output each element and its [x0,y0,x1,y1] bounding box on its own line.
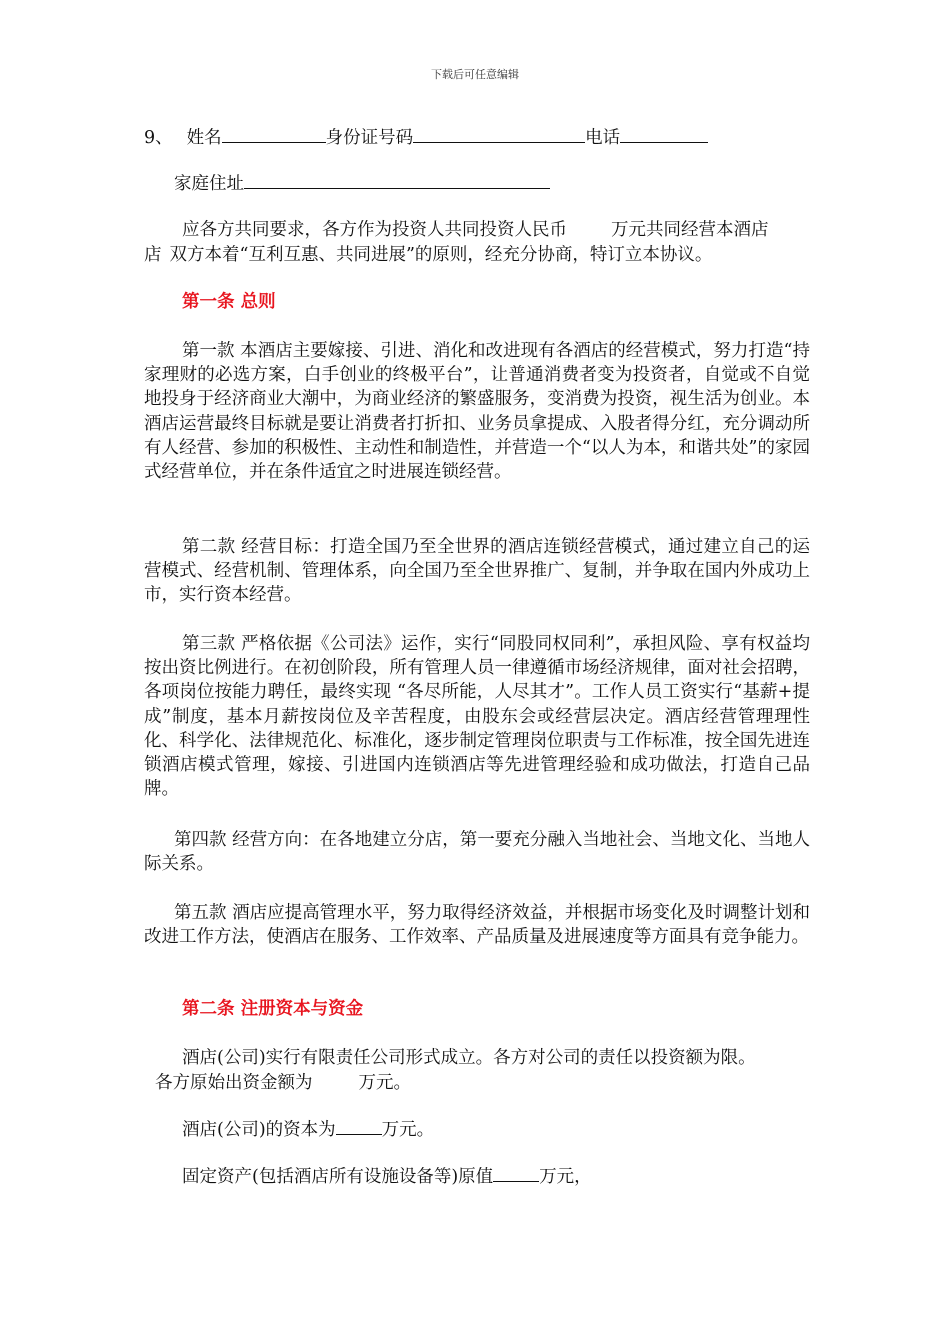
phone-blank [620,126,708,143]
article-2-p2 [182,1118,434,1142]
clause-3: 第三款 严格依据《公司法》运作，实行“同股同权同利”，承担风险、享有权益均按出资比例进行。在初创阶段，所有管理人员一律遵循市场经济规律，面对社会招聘，各项岗位按能力聘任，最终实现 “各尽所能，人尽其才”。工作人员工资实行“基薪+提成”制度，基本月薪按岗位及辛苦程度，由股东会或经营层决定。酒店经营管理理性化、科学化、法律规范化、标准化，逐步制定管理岗位职责与工作标准，按全国先进连锁酒店模式管理，嫁接、引进国内连锁酒店等先进管理经验和成功做法，打造自己品牌。 [144,634,810,800]
item-number: 9、 [144,128,173,148]
fixed-assets-unit: 万元， [539,1167,592,1187]
name-blank [222,126,326,143]
article-2-p3 [182,1165,592,1189]
article-1-title: 第一条 总则 [182,292,276,312]
personal-info-line [144,126,708,150]
phone-label: 电话 [585,128,621,148]
address-label: 家庭住址 [174,174,244,194]
article-2-p1-line1: 酒店(公司)实行有限责任公司形式成立。各方对公司的责任以投资额为限。 [182,1048,756,1068]
name-label: 姓名 [186,128,222,148]
article-2-title: 第二条 注册资本与资金 [182,999,364,1019]
preamble-line2a: 店 [144,245,162,265]
original-capital-label: 各方原始出资金额为 [155,1073,313,1093]
address-line [174,172,550,196]
capital-label: 酒店(公司)的资本为 [182,1120,336,1140]
clause-1: 第一款 本酒店主要嫁接、引进、消化和改进现有各酒店的经营模式，努力打造“持家理财的必选方案，白手创业的终极平台”，让普通消费者变为投资者，自觉或不自觉地投身于经济商业大潮中，为商业经济的繁盛服务，变消费为投资，视生活为创业。本酒店运营最终目标就是要让消费者打折扣、业务员拿提成、入股者得分红，充分调动所有人经营、参加的积极性、主动性和制造性，并营造一个“以人为本，和谐共处”的家园式经营单位，并在条件适宜之时进展连锁经营。 [144,341,810,483]
fixed-assets-blank [493,1165,539,1182]
original-capital-unit: 万元。 [358,1073,411,1093]
id-blank [413,126,585,143]
capital-unit: 万元。 [381,1120,435,1140]
preamble-part1: 应各方共同要求，各方作为投资人共同投资人民币 [182,220,567,240]
preamble-line2b: 双方本着“互利互惠、共同进展”的原则，经充分协商，特订立本协议。 [169,245,713,265]
preamble-line-1 [182,218,769,242]
article-2-p1-line2 [155,1071,411,1095]
id-label: 身份证号码 [325,128,414,148]
page-header: 下载后可任意编辑 [431,68,519,81]
capital-blank [336,1118,382,1135]
clause-4: 第四款 经营方向：在各地建立分店，第一要充分融入当地社会、当地文化、当地人际关系。 [144,830,810,875]
address-blank [244,172,550,189]
clause-2: 第二款 经营目标：打造全国乃至全世界的酒店连锁经营模式，通过建立自己的运营模式、经营机制、管理体系，向全国乃至全世界推广、复制，并争取在国内外成功上市，实行资本经营。 [144,537,810,606]
preamble-line-2 [144,243,712,267]
preamble-part2: 万元共同经营本酒店 [611,220,769,240]
fixed-assets-label: 固定资产(包括酒店所有设施设备等)原值 [182,1167,494,1187]
clause-5: 第五款 酒店应提高管理水平，努力取得经济效益，并根据市场变化及时调整计划和改进工作方法，使酒店在服务、工作效率、产品质量及进展速度等方面具有竞争能力。 [144,903,810,948]
